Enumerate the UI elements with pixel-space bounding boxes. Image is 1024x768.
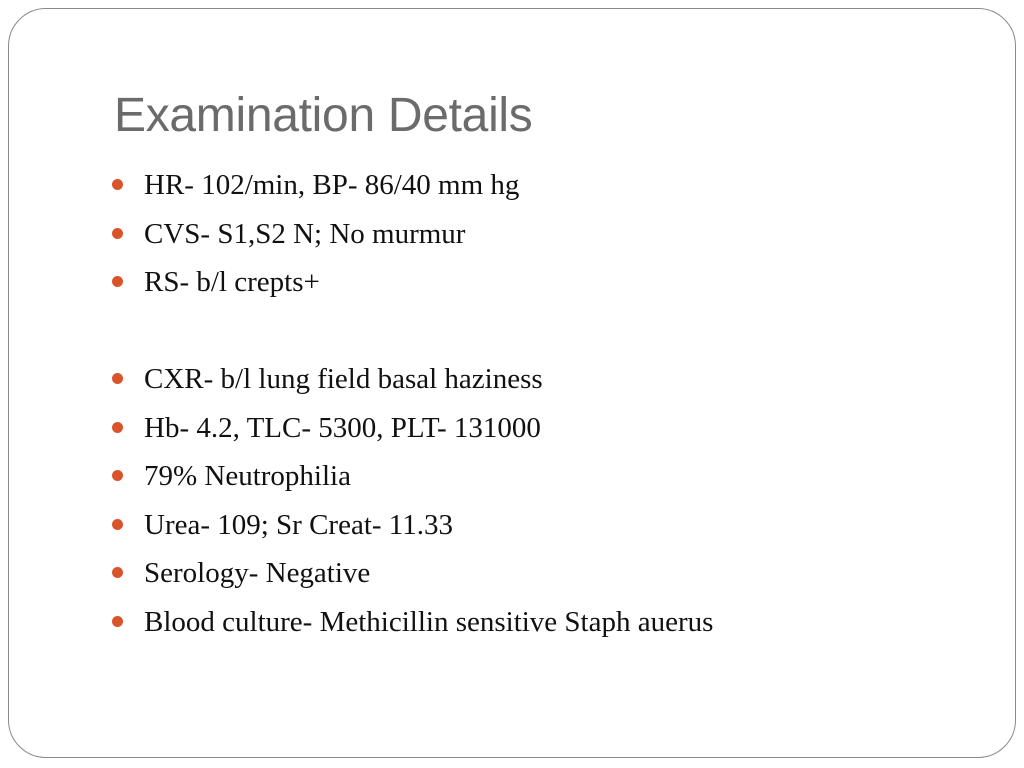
bullet-dot-icon (112, 276, 123, 287)
bullet-item-vitals (112, 161, 713, 210)
bullet-item-serology (112, 549, 713, 598)
bullet-text: CVS- S1,S2 N; No murmur (144, 217, 466, 250)
bullet-text: 79% Neutrophilia (144, 460, 351, 492)
bullet-text: Hb- 4.2, TLC- 5300, PLT- 131000 (144, 411, 541, 444)
bullet-dot-icon (112, 422, 123, 433)
bullet-dot-icon (112, 519, 123, 530)
bullet-text: Urea- 109; Sr Creat- 11.33 (144, 508, 453, 541)
slide-title: Examination Details (114, 89, 533, 142)
bullet-text: Serology- Negative (144, 557, 371, 589)
bullet-item-cxr (112, 355, 713, 404)
bullet-dot-icon (112, 470, 123, 481)
empty-line (112, 307, 713, 356)
bullet-text: RS- b/l crepts+ (144, 266, 320, 298)
bullet-item-neutrophilia (112, 452, 713, 501)
bullet-dot-icon (112, 228, 123, 239)
bullet-dot-icon (112, 567, 123, 578)
bullet-item-rs (112, 258, 713, 307)
bullet-list (112, 161, 713, 646)
bullet-text: CXR- b/l lung field basal haziness (144, 363, 543, 395)
bullet-dot-icon (112, 616, 123, 627)
bullet-dot-icon (112, 373, 123, 384)
bullet-item-blood-counts (112, 404, 713, 453)
bullet-text: Blood culture- Methicillin sensitive Staph auerus (144, 605, 714, 638)
bullet-dot-icon (112, 179, 123, 190)
bullet-item-renal (112, 501, 713, 550)
bullet-item-cvs (112, 210, 713, 259)
bullet-text: HR- 102/min, BP- 86/40 mm hg (144, 169, 520, 201)
bullet-item-blood-culture (112, 598, 713, 647)
